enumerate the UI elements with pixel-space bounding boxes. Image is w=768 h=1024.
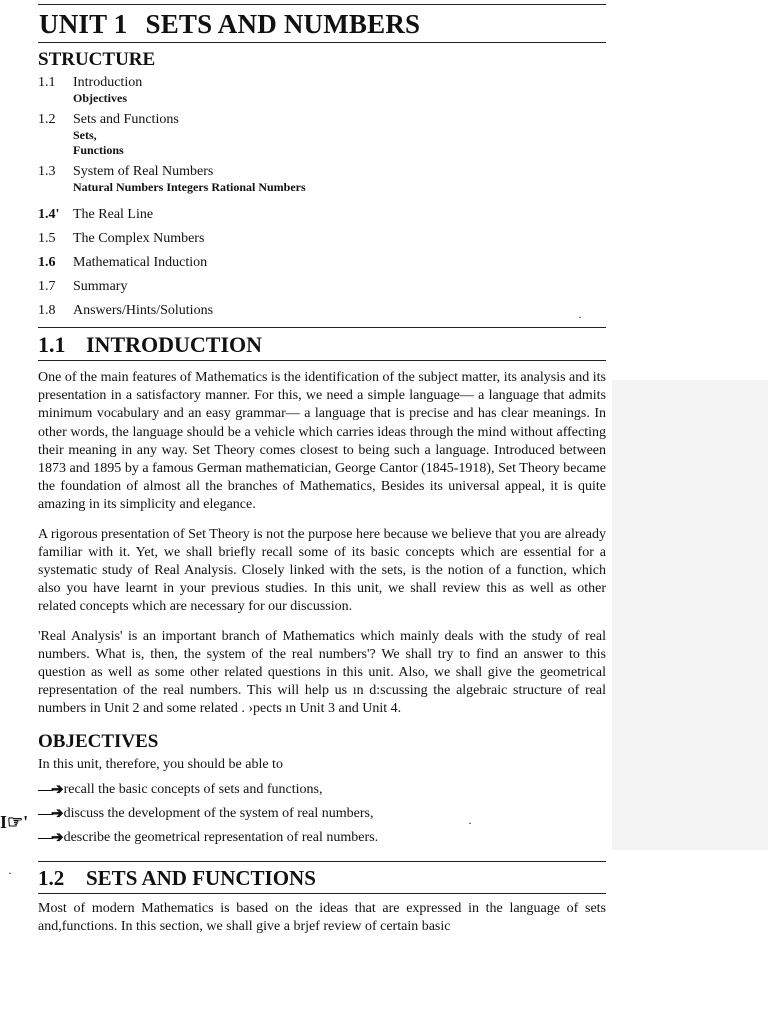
toc-item: 1.5 The Complex Numbers (38, 230, 606, 247)
objectives-heading: OBJECTIVES (38, 730, 159, 752)
toc-title: Summary (73, 279, 128, 294)
arrow-right-icon: —➔ (38, 805, 62, 822)
scan-speck: · (578, 310, 582, 324)
unit-name: SETS AND NUMBERS (145, 9, 421, 39)
structure-list (38, 74, 606, 319)
scan-speck: · (468, 816, 472, 830)
sets-paragraph: Most of modern Mathematics is based on the ideas that are expressed in the language of sets and,functions. In this section, we shall give a brjef review of certain basic (38, 900, 606, 934)
section-rule (38, 893, 606, 894)
toc-item: 1.8 Answers/Hints/Solutions (38, 302, 606, 319)
unit-number: UNIT 1 (39, 9, 128, 39)
objectives-list (38, 781, 606, 847)
toc-title: Sets and Functions (73, 112, 179, 127)
scan-speck: · (8, 866, 12, 880)
section-rule (38, 360, 606, 361)
document-page (38, 0, 606, 947)
arrow-right-icon: —➔ (38, 781, 62, 798)
section-heading-sets-functions: 1.2 SETS AND FUNCTIONS (38, 865, 316, 890)
unit-title (39, 9, 606, 40)
toc-subitem: Objectives (73, 91, 127, 105)
intro-paragraph: A rigorous presentation of Set Theory is not the purpose here because we believe that you are already familiar with it. Yet, we shall briefly recall some of its basic concepts which are essential for a systematic study of Real Analysis. Closely linked with the sets, is the notion of a function, which also you have learnt in your previous studies. In this unit, we shall review this as well as other related concepts which are necessary for our discussion. (38, 526, 606, 615)
section-rule (38, 327, 606, 328)
toc-item: 1.4' The Real Line (38, 206, 606, 223)
toc-item: 1.6 Mathematical Induction (38, 254, 606, 271)
toc-subitem: Natural Numbers Integers Rational Numbers (73, 180, 306, 194)
toc-title: System of Real Numbers (73, 164, 214, 179)
toc-item: 1.1 Introduction Objectives (38, 74, 606, 106)
toc-title: Answers/Hints/Solutions (73, 303, 214, 318)
title-rule (38, 42, 606, 43)
toc-title: The Complex Numbers (73, 231, 205, 246)
objective-item: —➔ discuss the development of the system of real numbers, (38, 805, 374, 822)
toc-item: 1.7 Summary (38, 278, 606, 295)
intro-paragraph: One of the main features of Mathematics is the identification of the subject matter, its analysis and its presentation in a satisfactory manner. For this, we need a simple language— a language that admits minimum vocabulary and an easy grammar— a language that is precise and has clear meanings. In other words, the language should be a vehicle which carries ideas through the mind without affecting their meaning in any way. Set Theory comes closest to being such a language. Introduced between 1873 and 1895 by a famous German mathematician, George Cantor (1845-1918), Set Theory became the foundation of almost all the branches of Mathematics, Besides its universal appeal, it is quite amazing in its simplicity and elegance. (38, 370, 606, 513)
section-rule (38, 861, 606, 862)
arrow-right-icon: —➔ (38, 829, 62, 846)
toc-title: The Real Line (73, 207, 154, 222)
toc-item: 1.3 System of Real Numbers Natural Numbers Integers Rational Numbers (38, 163, 606, 195)
objective-item: —➔ describe the geometrical representation of real numbers. (38, 829, 379, 846)
toc-title: Introduction (73, 75, 143, 90)
scan-shade (612, 380, 768, 850)
top-rule (38, 4, 606, 5)
section-heading-introduction: 1.1 INTRODUCTION (38, 332, 263, 357)
toc-subitem: Sets, (73, 128, 97, 142)
toc-subitem: Functions (73, 143, 124, 157)
toc-title: Mathematical Induction (73, 255, 208, 270)
objectives-lead: In this unit, therefore, you should be able to (38, 756, 283, 772)
intro-paragraph: 'Real Analysis' is an important branch of Mathematics which mainly deals with the study of real numbers. What is, then, the system of the real numbers'? We shall try to find an answer to this question as well as some other related questions in this unit. Also, we shall give the geometrical representation of the real numbers. This will help us ın d:scussing the algebraic structure of real numbers in Unit 2 and some related . ›pects ın Unit 3 and Unit 4. (38, 628, 606, 717)
pointing-hand-icon: I☞' (0, 812, 29, 832)
structure-heading: STRUCTURE (38, 49, 156, 70)
objective-item: —➔ recall the basic concepts of sets and functions, (38, 781, 323, 798)
toc-item: 1.2 Sets and Functions Sets, Functions (38, 111, 606, 158)
